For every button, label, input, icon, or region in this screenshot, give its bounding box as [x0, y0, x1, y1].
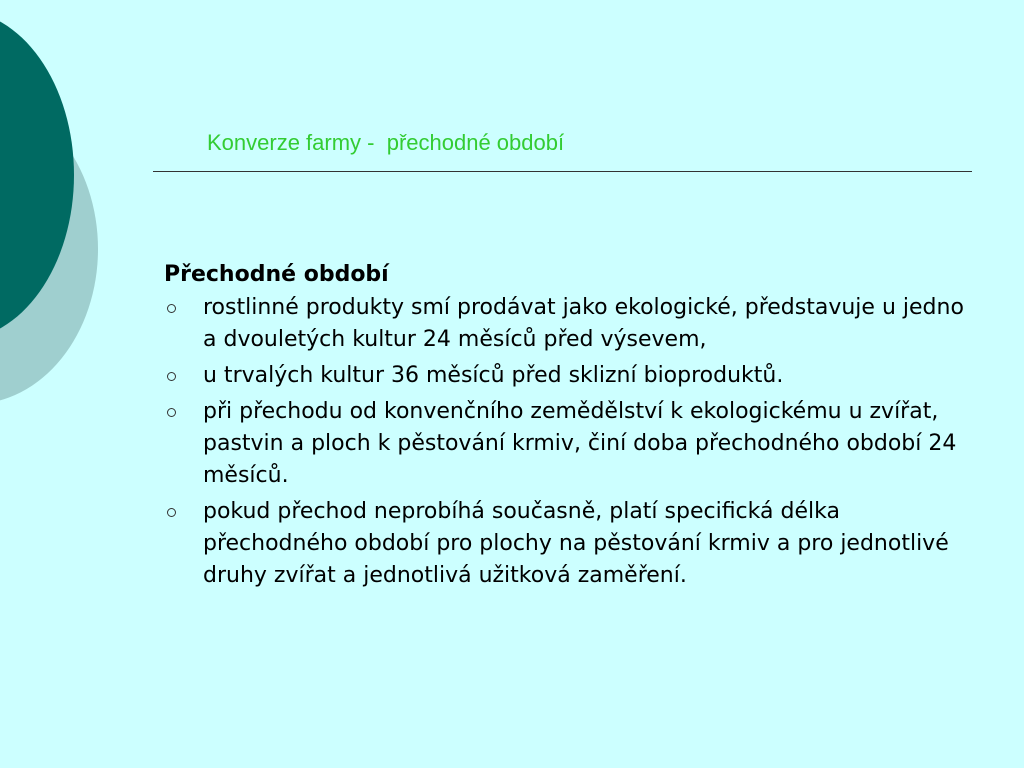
bullet-text: rostlinné produkty smí prodávat jako ekologické, představuje u jedno a dvouletých kultur 24 měsíců před výsevem,	[203, 295, 964, 352]
slide-content	[164, 259, 964, 596]
bullet-list	[164, 292, 964, 592]
hollow-circle-bullet-icon	[167, 372, 176, 381]
hollow-circle-bullet-icon	[167, 304, 176, 313]
bullet-item	[164, 396, 964, 492]
hollow-circle-bullet-icon	[167, 408, 176, 417]
section-heading: Přechodné období	[164, 262, 389, 287]
hollow-circle-bullet-icon	[167, 508, 176, 517]
title-divider	[153, 171, 972, 172]
bullet-item	[164, 496, 964, 592]
bullet-text: u trvalých kultur 36 měsíců před sklizní bioproduktů.	[203, 363, 784, 388]
bullet-item	[164, 292, 964, 356]
bullet-item	[164, 360, 964, 392]
slide-title: Konverze farmy - přechodné období	[207, 130, 565, 155]
bullet-text: při přechodu od konvenčního zemědělství k ekologickému u zvířat, pastvin a ploch k pěstování krmiv, činí doba přechodného období 24 měsíců.	[203, 399, 957, 488]
bullet-text: pokud přechod neprobíhá současně, platí specifická délka přechodného období pro plochy na pěstování krmiv a pro jednotlivé druhy zvířat a jednotlivá užitková zaměření.	[203, 499, 949, 588]
